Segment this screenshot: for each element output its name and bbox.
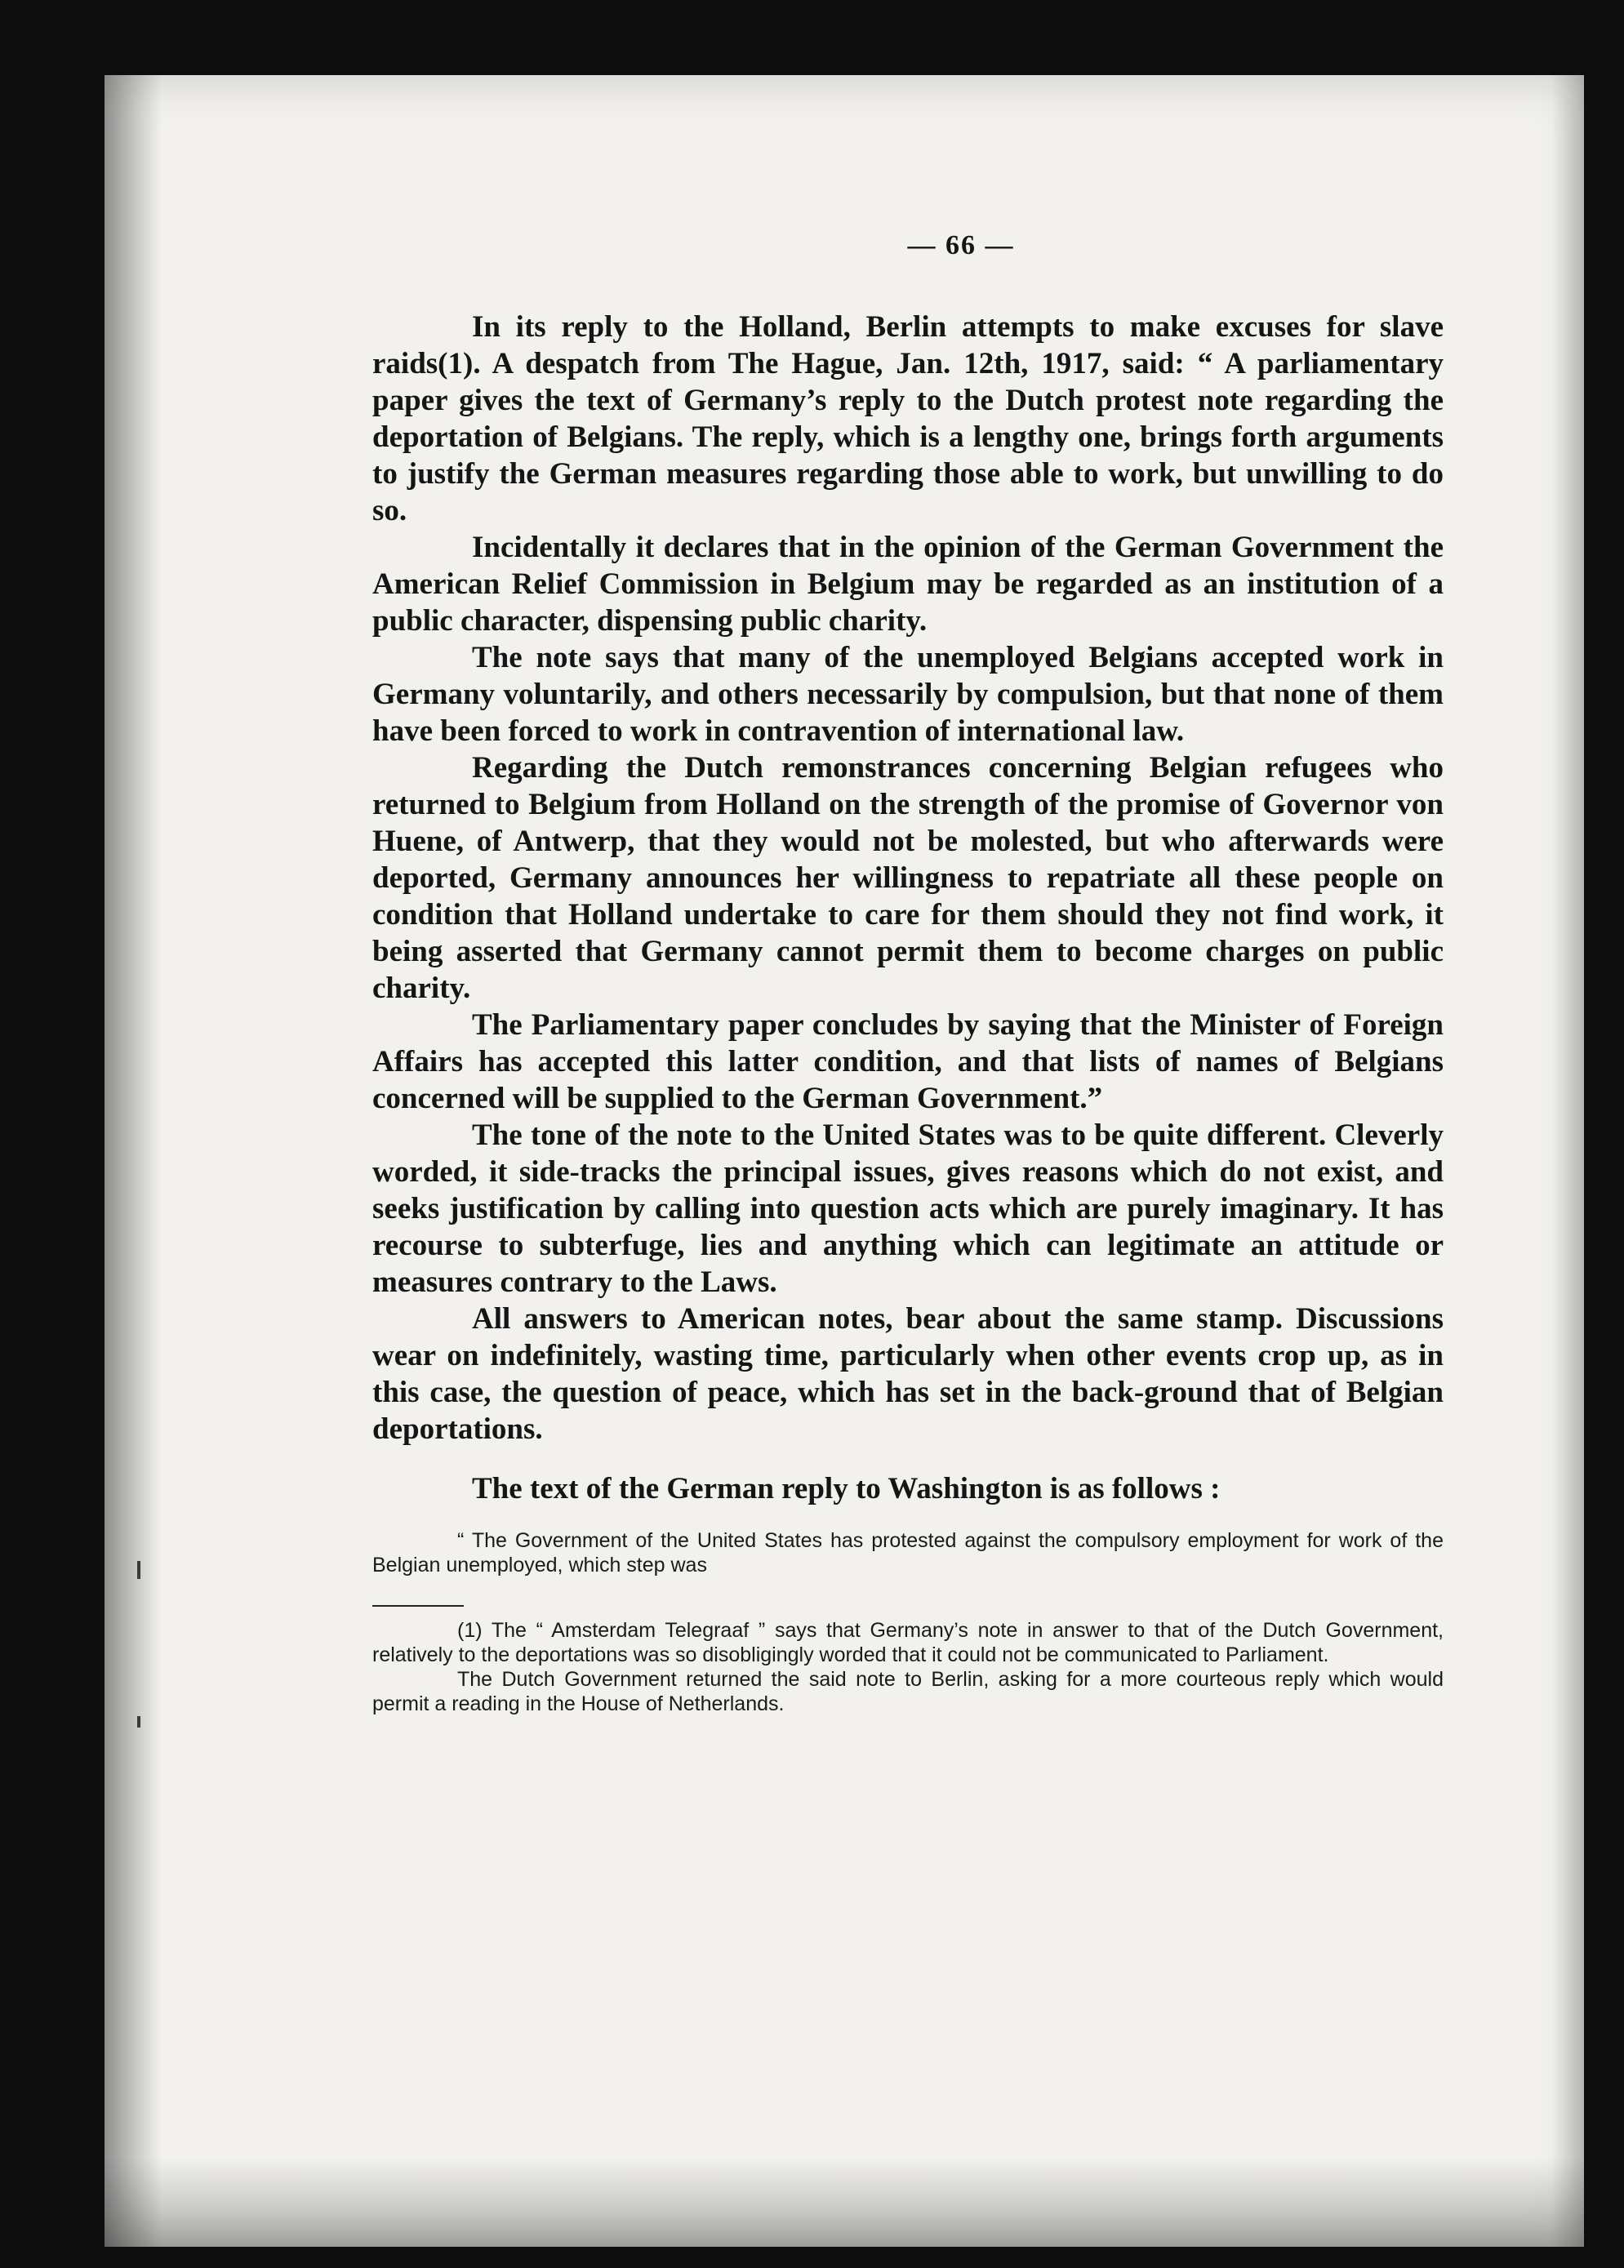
page-content	[372, 155, 1444, 1716]
paragraph: The note says that many of the unemployed Belgians accepted work in Germany voluntarily, and others necessarily by compulsion, but that none of them have been forced to work in contravention of international law.	[372, 641, 1444, 748]
paragraph-gap	[372, 1448, 1444, 1470]
paragraph: Regarding the Dutch remonstrances concerning Belgian refugees who returned to Belgium from Holland on the strength of the promise of Governor von Huene, of Antwerp, that they would not be molested, but who afterwards were deported, Germany announces her willingness to repatriate all these people on condition that Holland undertake to care for them should they not find work, it being asserted that Germany cannot permit them to become charges on public charity.	[372, 751, 1444, 1005]
paragraph: Incidentally it declares that in the opinion of the German Government the American Relief Commission in Belgium may be regarded as an institution of a public character, dispensing public charity.	[372, 531, 1444, 638]
footnote-divider	[372, 1605, 464, 1607]
page-shadow-bottom	[105, 2157, 1584, 2247]
scan-mark	[137, 1716, 140, 1728]
page-shadow-right	[1551, 75, 1584, 2247]
page-number: — 66 —	[907, 230, 1015, 260]
footnotes	[372, 1618, 1444, 1716]
quoted-reply: “ The Government of the United States has protested against the compulsory employment for work of the Belgian unemployed, which step was	[372, 1529, 1444, 1576]
paragraph: All answers to American notes, bear about the same stamp. Discussions wear on indefinitely, wasting time, particularly when other events crop up, as in this case, the question of peace, which has set in the back-ground that of Belgian deportations.	[372, 1302, 1444, 1446]
page-shadow-left	[105, 75, 162, 2247]
scan-mark	[137, 1561, 140, 1579]
paragraph: The tone of the note to the United States was to be quite different. Cleverly worded, it side-tracks the principal issues, gives reasons which do not exist, and seeks justification by calling into question acts which are purely imaginary. It has recourse to subterfuge, lies and anything which can legitimate an attitude or measures contrary to the Laws.	[372, 1118, 1444, 1299]
footnote: The Dutch Government returned the said note to Berlin, asking for a more courteous reply which would permit a reading in the House of Netherlands.	[372, 1668, 1444, 1715]
body-text	[372, 309, 1444, 1507]
reply-intro: The text of the German reply to Washington is as follows :	[472, 1472, 1221, 1505]
footnote: (1) The “ Amsterdam Telegraaf ” says that Germany’s note in answer to that of the Dutch Government, relatively to the deportations was so disobligingly worded that it could not be communicated to Parliament.	[372, 1619, 1444, 1666]
paragraph: The Parliamentary paper concludes by saying that the Minister of Foreign Affairs has accepted this latter condition, and that lists of names of Belgians concerned will be supplied to the German Government.”	[372, 1008, 1444, 1115]
paragraph: In its reply to the Holland, Berlin attempts to make excuses for slave raids(1). A despatch from The Hague, Jan. 12th, 1917, said: “ A parliamentary paper gives the text of Germany’s reply to the Dutch protest note regarding the deportation of Belgians. The reply, which is a lengthy one, brings forth arguments to justify the German measures regarding those able to work, but unwilling to do so.	[372, 310, 1444, 527]
